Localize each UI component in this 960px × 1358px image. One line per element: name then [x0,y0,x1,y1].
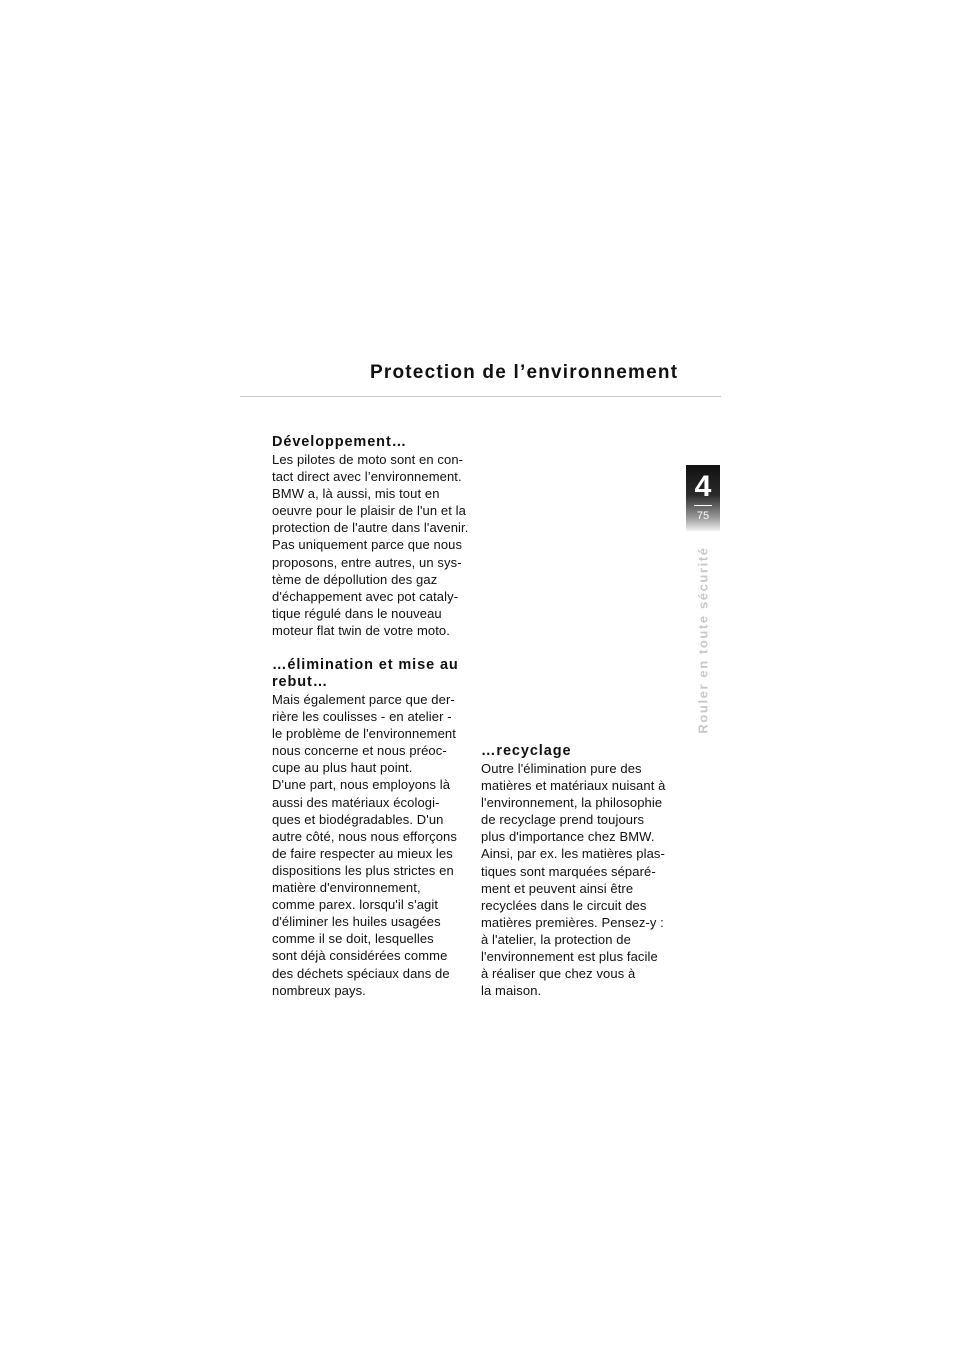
chapter-number: 4 [694,470,712,503]
text-line: d'éliminer les huiles usagées [272,914,441,930]
text-line: matières et matériaux nuisant à [481,778,666,794]
section-heading [272,657,478,691]
text-line: Les pilotes de moto sont en con- [272,452,464,467]
text-line: à réaliser que chez vous à [481,966,636,982]
text-line: protection de l'autre dans l'avenir. [272,520,469,536]
text-line: plus d'importance chez BMW. [481,829,655,845]
text-line: matière d'environnement, [272,880,421,896]
text-line: tème de dépollution des gaz [272,571,438,587]
text-line: recyclées dans le circuit des [481,897,647,913]
text-line: de faire respecter au mieux les [272,845,453,861]
text-line: Pas uniquement parce que nous [272,537,463,553]
text-line: proposons, entre autres, un sys- [272,554,462,570]
text-line: dispositions les plus strictes en [272,862,454,878]
text-line: de recyclage prend toujours [481,812,645,828]
text-line: ques et biodégradables. D'un [272,811,444,827]
text-line: la maison. [481,983,542,999]
text-line: des déchets spéciaux dans de [272,965,450,981]
text-line: nombreux pays. [272,982,366,998]
page-title: Protection de l’environnement [370,362,679,383]
text-line: matières premières. Pensez-y : [481,914,664,930]
text-line: cupe au plus haut point. [272,760,413,776]
text-line: à l'atelier, la protection de [481,931,631,947]
text-line: comme parex. lorsqu'il s'agit [272,897,439,913]
text-line: aussi des matériaux écologi- [272,794,440,810]
section-heading: Développement… [272,434,408,450]
text-line: l'environnement est plus facile [481,949,658,965]
text-line: moteur flat twin de votre moto. [272,622,450,638]
chapter-divider [694,505,712,506]
section-body [272,691,478,999]
section-body [272,451,478,639]
text-line: tiques sont marquées séparé- [481,863,656,879]
text-line: comme il se doit, lesquelles [272,931,434,947]
text-line: D'une part, nous employons là [272,777,451,793]
text-line: nous concerne et nous préoc- [272,743,447,759]
chapter-tab [686,465,720,531]
text-line: sont déjà considérées comme [272,948,448,964]
text-line: Mais également parce que der- [272,692,455,707]
section-recyclage [481,743,687,999]
text-line: oeuvre pour le plaisir de l'un et la [272,503,466,519]
text-line: le problème de l'environnement [272,726,456,742]
heading-line: …élimination et mise au [272,657,459,673]
section-body [481,760,687,999]
text-line: tact direct avec l’environnement. [272,469,462,485]
text-line: rière les coulisses - en atelier - [272,709,452,725]
section-developpement [272,434,478,639]
text-line: l'environnement, la philosophie [481,795,663,811]
text-line: autre côté, nous nous efforçons [272,828,457,844]
title-divider [240,396,721,397]
text-line: Outre l'élimination pure des [481,761,642,776]
text-line: d'échappement avec pot cataly- [272,588,459,604]
section-heading: …recyclage [481,743,572,759]
text-line: ment et peuvent ainsi être [481,880,634,896]
page-number: 75 [696,510,710,522]
heading-line: rebut… [272,674,329,690]
text-line: Ainsi, par ex. les matières plas- [481,846,665,862]
section-elimination [272,657,478,999]
text-line: tique régulé dans le nouveau [272,605,442,621]
chapter-side-label: Rouler en toute sécurité [695,546,711,734]
text-line: BMW a, là aussi, mis tout en [272,486,440,502]
